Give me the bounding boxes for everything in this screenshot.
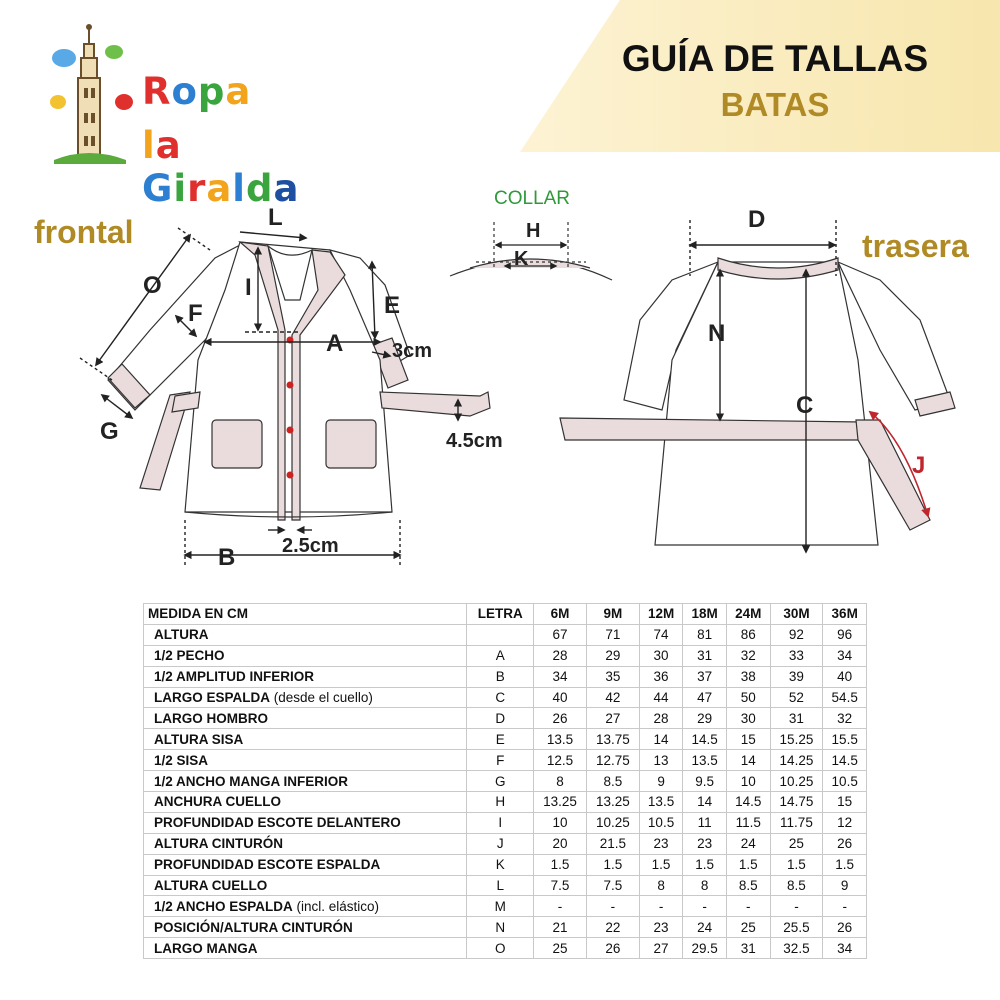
measure-letter: C — [467, 687, 534, 708]
measure-value: 10.5 — [639, 812, 683, 833]
measure-value: 25.5 — [770, 917, 823, 938]
measure-value: 1.5 — [586, 854, 639, 875]
measure-value: 32 — [823, 708, 867, 729]
table-row — [144, 666, 867, 687]
table-row — [144, 833, 867, 854]
header-size: 6M — [534, 604, 587, 625]
label-O: O — [143, 272, 162, 299]
measure-value: 13 — [639, 750, 683, 771]
page-title: GUÍA DE TALLAS — [621, 38, 929, 79]
measure-value: 10.25 — [770, 771, 823, 792]
measure-value: 8 — [639, 875, 683, 896]
table-row — [144, 624, 867, 645]
measure-value: 31 — [683, 645, 727, 666]
label-4-5cm: 4.5cm — [446, 430, 503, 452]
measure-value: 92 — [770, 624, 823, 645]
measure-name-text: PROFUNDIDAD ESCOTE DELANTERO — [154, 815, 401, 831]
back-view-label: trasera — [862, 228, 969, 264]
measure-value: 37 — [683, 666, 727, 687]
measure-value: - — [770, 896, 823, 917]
measure-value: 25 — [726, 917, 770, 938]
measure-value: 1.5 — [683, 854, 727, 875]
measure-value: 23 — [639, 917, 683, 938]
measure-value: 10 — [726, 771, 770, 792]
measure-value: 13.25 — [534, 792, 587, 813]
measure-value: 26 — [823, 833, 867, 854]
measure-value: 86 — [726, 624, 770, 645]
measure-name-text: 1/2 PECHO — [154, 648, 225, 664]
measure-value: 9 — [639, 771, 683, 792]
measure-name — [144, 666, 467, 687]
measure-letter: A — [467, 645, 534, 666]
measure-value: 7.5 — [534, 875, 587, 896]
measure-name-text: 1/2 SISA — [154, 752, 209, 768]
measure-value: 74 — [639, 624, 683, 645]
measure-name — [144, 624, 467, 645]
measure-value: 1.5 — [534, 854, 587, 875]
measure-value: 1.5 — [770, 854, 823, 875]
measure-letter: B — [467, 666, 534, 687]
measure-letter: H — [467, 792, 534, 813]
measure-value: 8.5 — [726, 875, 770, 896]
measure-value: 22 — [586, 917, 639, 938]
measure-value: 26 — [823, 917, 867, 938]
page-subtitle: BATAS — [720, 86, 830, 123]
measure-value: 8 — [534, 771, 587, 792]
measure-name — [144, 854, 467, 875]
measure-name — [144, 750, 467, 771]
measure-value: 1.5 — [726, 854, 770, 875]
measure-value: 44 — [639, 687, 683, 708]
label-G: G — [100, 418, 119, 445]
measure-name-text: ALTURA CINTURÓN — [154, 836, 283, 852]
table-row — [144, 750, 867, 771]
table-row — [144, 771, 867, 792]
table-row — [144, 792, 867, 813]
header-size: 18M — [683, 604, 727, 625]
measure-value: 11.75 — [770, 812, 823, 833]
measure-value: 42 — [586, 687, 639, 708]
label-E: E — [384, 292, 401, 319]
measure-value: 31 — [770, 708, 823, 729]
measure-value: 28 — [639, 708, 683, 729]
measure-letter: N — [467, 917, 534, 938]
measure-value: 14.5 — [823, 750, 867, 771]
measure-value: - — [639, 896, 683, 917]
measure-value: 30 — [726, 708, 770, 729]
measure-value: 25 — [770, 833, 823, 854]
measure-name-text: ALTURA SISA — [154, 731, 244, 747]
measure-value: 14 — [683, 792, 727, 813]
measure-value: 13.75 — [586, 729, 639, 750]
measure-letter: M — [467, 896, 534, 917]
measure-value: 29 — [586, 645, 639, 666]
back-robe — [560, 258, 955, 545]
measure-name — [144, 792, 467, 813]
measure-value: 15 — [823, 792, 867, 813]
measure-letter: I — [467, 812, 534, 833]
measure-letter: J — [467, 833, 534, 854]
measure-name — [144, 729, 467, 750]
logo-word-la-giralda: la Giralda — [142, 124, 300, 210]
table-row — [144, 875, 867, 896]
measure-value: 71 — [586, 624, 639, 645]
measure-letter: F — [467, 750, 534, 771]
label-C: C — [796, 392, 814, 419]
measure-letter: E — [467, 729, 534, 750]
measure-value: - — [586, 896, 639, 917]
measure-value: 26 — [586, 938, 639, 959]
measure-value: 36 — [639, 666, 683, 687]
measure-value: 29.5 — [683, 938, 727, 959]
label-J: J — [912, 452, 926, 479]
measure-value: 11 — [683, 812, 727, 833]
measure-name — [144, 771, 467, 792]
measure-value: 40 — [534, 687, 587, 708]
measure-name — [144, 896, 467, 917]
table-row — [144, 708, 867, 729]
measure-name-text: ANCHURA CUELLO — [154, 794, 281, 810]
measure-letter: K — [467, 854, 534, 875]
measure-name-text: LARGO HOMBRO — [154, 710, 268, 726]
measure-name-text: PROFUNDIDAD ESCOTE ESPALDA — [154, 857, 381, 873]
measure-value: 67 — [534, 624, 587, 645]
label-3cm: 3cm — [392, 340, 433, 362]
header-size: 9M — [586, 604, 639, 625]
measure-value: 26 — [534, 708, 587, 729]
measure-name — [144, 938, 467, 959]
measure-value: 29 — [683, 708, 727, 729]
measure-name — [144, 833, 467, 854]
measure-value: 38 — [726, 666, 770, 687]
measure-name — [144, 875, 467, 896]
front-robe — [108, 242, 490, 520]
measure-value: 1.5 — [823, 854, 867, 875]
table-header-row — [144, 604, 867, 625]
measure-value: 21.5 — [586, 833, 639, 854]
table-row — [144, 854, 867, 875]
collar-label: COLLAR — [494, 188, 571, 209]
measure-value: 40 — [823, 666, 867, 687]
measure-value: 12.5 — [534, 750, 587, 771]
label-2-5cm: 2.5cm — [282, 535, 339, 557]
measure-name-text: 1/2 ANCHO MANGA INFERIOR — [154, 773, 349, 789]
measure-value: 34 — [823, 645, 867, 666]
measure-name — [144, 917, 467, 938]
measure-note: (incl. elástico) — [292, 898, 380, 914]
measure-value: 23 — [683, 833, 727, 854]
measure-name-text: ALTURA CUELLO — [154, 878, 268, 894]
measure-letter: O — [467, 938, 534, 959]
measure-name — [144, 645, 467, 666]
measure-value: 24 — [726, 833, 770, 854]
table-row — [144, 729, 867, 750]
table-row — [144, 687, 867, 708]
measure-value: 34 — [534, 666, 587, 687]
measure-letter: L — [467, 875, 534, 896]
label-A: A — [326, 330, 344, 357]
measure-letter — [467, 624, 534, 645]
measure-value: 14.25 — [770, 750, 823, 771]
label-N: N — [708, 320, 726, 347]
measure-value: 24 — [683, 917, 727, 938]
measure-name-text: 1/2 ANCHO ESPALDA — [154, 898, 293, 914]
measure-value: 33 — [770, 645, 823, 666]
measure-value: 15.25 — [770, 729, 823, 750]
measure-value: 34 — [823, 938, 867, 959]
measure-value: 31 — [726, 938, 770, 959]
measure-letter: D — [467, 708, 534, 729]
measure-name — [144, 687, 467, 708]
measure-value: 32 — [726, 645, 770, 666]
measure-value: 50 — [726, 687, 770, 708]
measure-value: 14.5 — [683, 729, 727, 750]
measure-value: 28 — [534, 645, 587, 666]
measure-value: 12 — [823, 812, 867, 833]
measure-name-text: ALTURA — [154, 627, 209, 643]
measure-value: 9.5 — [683, 771, 727, 792]
measure-value: 25 — [534, 938, 587, 959]
measure-value: 30 — [639, 645, 683, 666]
measure-value: 11.5 — [726, 812, 770, 833]
measure-value: 21 — [534, 917, 587, 938]
measure-value: 9 — [823, 875, 867, 896]
table-row — [144, 917, 867, 938]
measure-value: 35 — [586, 666, 639, 687]
label-F: F — [188, 300, 203, 327]
table-row — [144, 645, 867, 666]
measure-value: - — [726, 896, 770, 917]
measure-value: 14 — [726, 750, 770, 771]
label-I: I — [245, 274, 252, 301]
measure-value: 13.25 — [586, 792, 639, 813]
measure-value: 54.5 — [823, 687, 867, 708]
measure-value: 23 — [639, 833, 683, 854]
header-size: 12M — [639, 604, 683, 625]
measure-value: 81 — [683, 624, 727, 645]
measure-value: 14 — [639, 729, 683, 750]
measure-name — [144, 708, 467, 729]
table-row — [144, 812, 867, 833]
header-letter: LETRA — [467, 604, 534, 625]
measure-value: - — [534, 896, 587, 917]
measure-value: 27 — [639, 938, 683, 959]
header-size: 36M — [823, 604, 867, 625]
header-size: 24M — [726, 604, 770, 625]
measure-value: 13.5 — [639, 792, 683, 813]
measure-value: 10.5 — [823, 771, 867, 792]
label-K: K — [514, 248, 529, 270]
label-D: D — [748, 206, 766, 233]
measure-name — [144, 812, 467, 833]
measure-value: 8.5 — [586, 771, 639, 792]
measure-value: 12.75 — [586, 750, 639, 771]
measure-value: 32.5 — [770, 938, 823, 959]
measure-value: 96 — [823, 624, 867, 645]
measure-value: 7.5 — [586, 875, 639, 896]
measure-name-text: POSICIÓN/ALTURA CINTURÓN — [154, 919, 353, 935]
measure-value: 52 — [770, 687, 823, 708]
measure-value: - — [683, 896, 727, 917]
table-row — [144, 938, 867, 959]
measure-value: - — [823, 896, 867, 917]
measure-value: 8 — [683, 875, 727, 896]
measure-value: 14.5 — [726, 792, 770, 813]
measure-value: 1.5 — [639, 854, 683, 875]
measure-name-text: LARGO MANGA — [154, 940, 258, 956]
measure-letter: G — [467, 771, 534, 792]
measure-value: 15 — [726, 729, 770, 750]
measure-value: 10.25 — [586, 812, 639, 833]
table-row — [144, 896, 867, 917]
measure-value: 15.5 — [823, 729, 867, 750]
measure-value: 27 — [586, 708, 639, 729]
header-size: 30M — [770, 604, 823, 625]
measure-value: 39 — [770, 666, 823, 687]
label-H: H — [526, 220, 541, 242]
measure-value: 47 — [683, 687, 727, 708]
label-B: B — [218, 544, 236, 571]
measure-name-text: LARGO ESPALDA — [154, 690, 271, 705]
measure-value: 13.5 — [683, 750, 727, 771]
measure-note: (desde el cuello) — [270, 690, 373, 705]
logo-word-ropa: Ropa — [142, 70, 252, 113]
measure-value: 10 — [534, 812, 587, 833]
measure-value: 20 — [534, 833, 587, 854]
header-measure: MEDIDA EN CM — [144, 604, 467, 625]
front-view-label: frontal — [34, 214, 134, 250]
label-L: L — [268, 204, 283, 231]
measure-value: 14.75 — [770, 792, 823, 813]
size-table — [143, 603, 867, 959]
measure-value: 13.5 — [534, 729, 587, 750]
measure-name-text: 1/2 AMPLITUD INFERIOR — [154, 669, 315, 685]
measure-value: 8.5 — [770, 875, 823, 896]
